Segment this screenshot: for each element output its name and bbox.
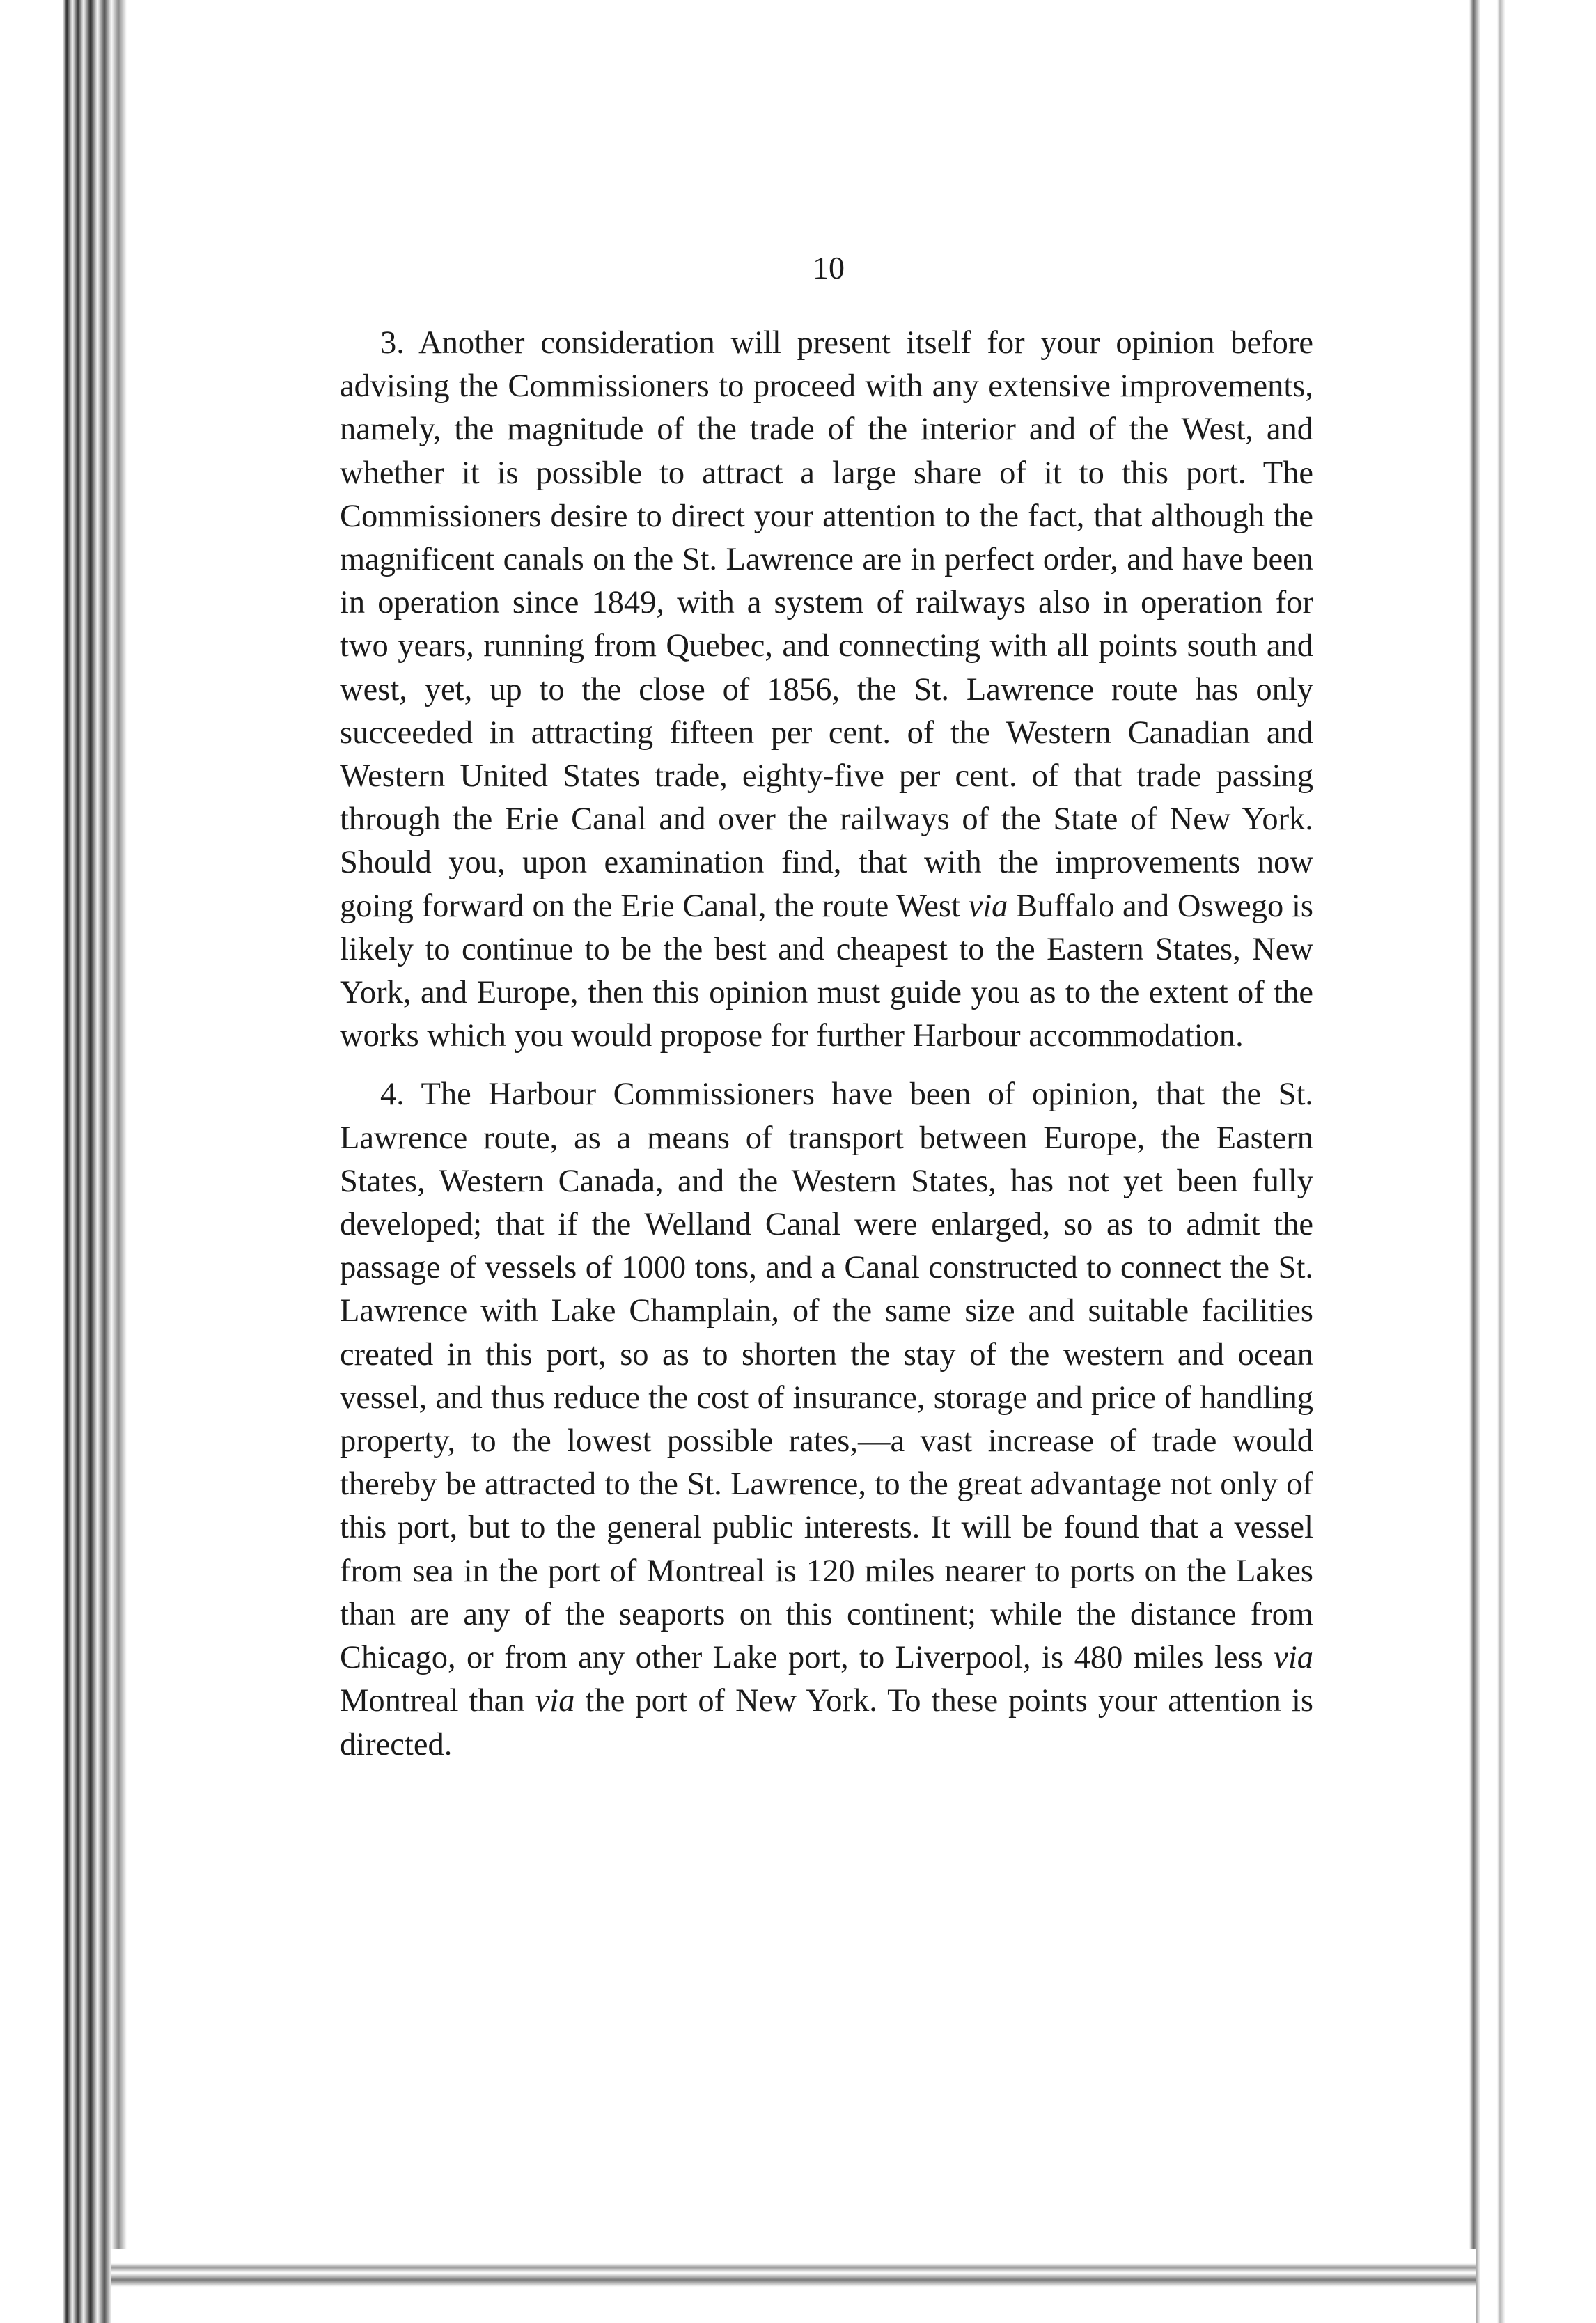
paragraph-4-text-2: Montreal than: [340, 1683, 535, 1719]
paragraph-3-text-2: Buffalo and Oswego is likely to continue to be the best and cheapest to the Eastern States, New York, and Europe, then this opinion must guide you as to the extent of the works which you would propose for further Harbour accommodation.: [340, 888, 1313, 1054]
paragraph-4-italic-via-2: via: [535, 1683, 575, 1719]
page-number: 10: [813, 250, 845, 286]
book-binding-edge: [0, 0, 132, 2323]
page-right-edge: [1469, 0, 1596, 2323]
paragraph-3-italic-via: via: [968, 888, 1008, 924]
body-text: [340, 322, 1313, 1767]
paragraph-3: [340, 322, 1313, 1058]
paragraph-4-text-1: 4. The Harbour Commissioners have been of opinion, that the St. Lawrence route, as a means of transport between Europe, the Eastern States, Western Canada, and the Western States, has not yet been fully developed; that if the Welland Canal were enlarged, so as to admit the passage of vessels of 1000 tons, and a Canal constructed to connect the St. Lawrence with Lake Champlain, of the same size and suitable facilities created in this port, so as to shorten the stay of the western and ocean vessel, and thus reduce the cost of insurance, storage and price of handling property, to the lowest possible rates,—a vast increase of trade would thereby be attracted to the St. Lawrence, to the great advantage not only of this port, but to the general public interests. It will be found that a vessel from sea in the port of Montreal is 120 miles nearer to ports on the Lakes than are any of the seaports on this continent; while the distance from Chicago, or from any other Lake port, to Liverpool, is 480 miles less: [340, 1077, 1313, 1676]
paragraph-4-text-3: the port of New York. To these points your attention is directed.: [340, 1683, 1313, 1762]
paragraph-4-italic-via-1: via: [1274, 1640, 1313, 1676]
paragraph-3-text-1: 3. Another consideration will present itself for your opinion before advising the Commissioners to proceed with any extensive improvements, namely, the magnitude of the trade of the interior and of the West, and whether it is possible to attract a large share of it to this port. The Commissioners desire to direct your attention to the fact, that although the magnificent canals on the St. Lawrence are in perfect order, and have been in operation since 1849, with a system of railways also in operation for two years, running from Quebec, and connecting with all points south and west, yet, up to the close of 1856, the St. Lawrence route has only succeeded in attracting fifteen per cent. of the Western Canadian and Western United States trade, eighty-five per cent. of that trade passing through the Erie Canal and over the railways of the State of New York. Should you, upon examination find, that with the improvements now going forward on the Erie Canal, the route West: [340, 325, 1313, 924]
paragraph-4: [340, 1073, 1313, 1766]
page-bottom-edge: [111, 2249, 1476, 2323]
